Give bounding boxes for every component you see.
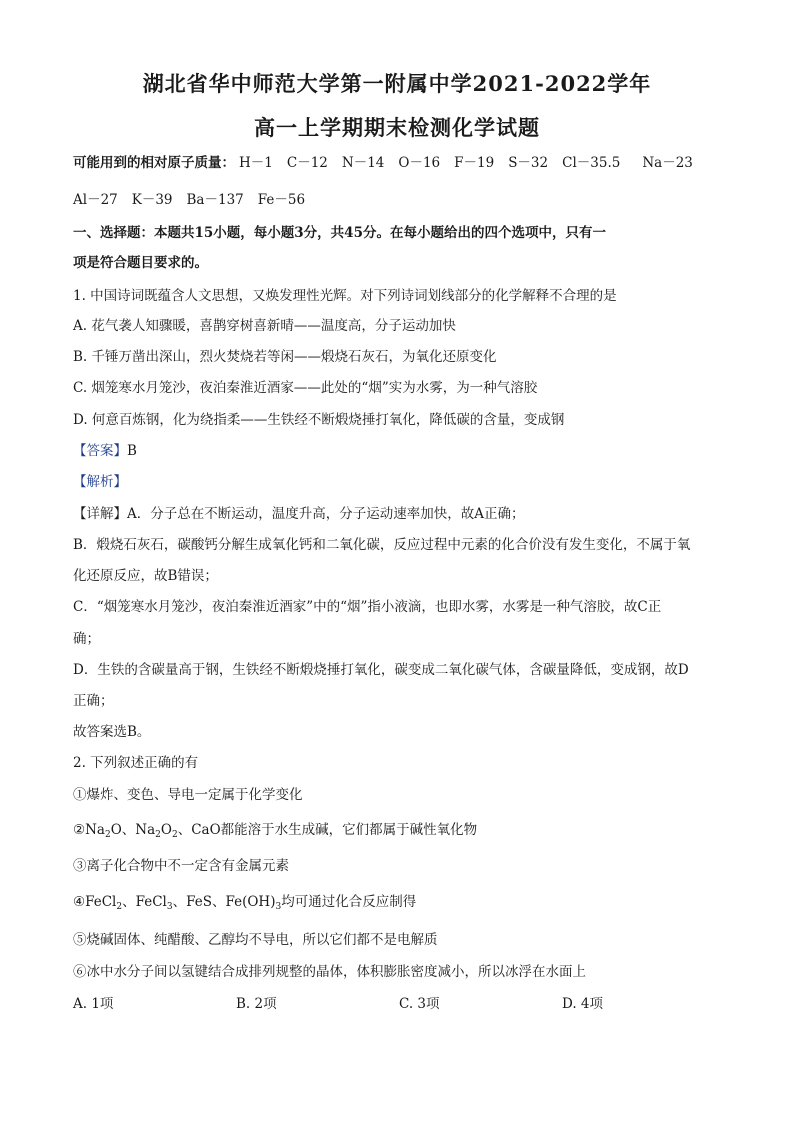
mass-cl: Cl－35.5 [562, 155, 621, 171]
mass-h: H－1 [239, 155, 273, 171]
formula-na2o2: $Na_2O_2$ [135, 822, 178, 840]
detail-a: A．分子总在不断运动，温度升高，分子运动速率加快，故A正确； [127, 506, 525, 522]
q1-option-b: B. 千锤万凿出深山，烈火焚烧若等闲——煅烧石灰石，为氧化还原变化 [73, 349, 497, 365]
s4-number: ④ [73, 894, 86, 910]
section-1-heading-line-2: 项是符合题目要求的。 [73, 255, 208, 271]
mass-fe: Fe－56 [257, 192, 306, 208]
mass-s: S－32 [508, 155, 549, 171]
title-line-1: 湖北省华中师范大学第一附属中学2021-2022学年 [142, 71, 652, 96]
q1-answer [73, 441, 137, 461]
q1-option-c: C. 烟笼寒水月笼沙，夜泊秦淮近酒家——此处的“烟”实为水雾，为一种气溶胶 [73, 380, 538, 396]
detail-tag: 【详解】 [73, 506, 127, 522]
mass-al: Al－27 [73, 192, 118, 208]
formula-na2o: $Na_2O$ [85, 822, 122, 840]
q1-option-d: D. 何意百炼钢，化为绕指柔——生铁经不断煅烧捶打氧化，降低碳的含量，变成钢 [73, 412, 565, 428]
mass-n: N－14 [341, 155, 385, 171]
mass-k: K－39 [131, 192, 173, 208]
formula-fecl3: FeCl$_3$ [135, 894, 173, 912]
analysis-tag: 【解析】 [73, 474, 127, 490]
q1-detail-line-1 [73, 504, 525, 524]
mass-c: C－12 [286, 155, 328, 171]
q1-detail-line-3: 化还原反应，故B错误； [73, 568, 218, 584]
q2-option-b: B. 2项 [236, 996, 277, 1012]
q1-stem: 1. 中国诗词既蕴含人文思想，又焕发理性光辉。对下列诗词划线部分的化学解释不合理的是 [73, 288, 617, 304]
q2-stem: 2. 下列叙述正确的有 [73, 755, 199, 771]
q2-options [73, 994, 603, 1014]
q2-option-d: D. 4项 [562, 996, 604, 1012]
q2-statement-5: ⑤烧碱固体、纯醋酸、乙醇均不导电，所以它们都不是电解质 [73, 932, 438, 948]
atomic-masses-label: 可能用到的相对原子质量： [73, 155, 235, 171]
atomic-masses-row-2 [73, 190, 319, 210]
answer-value: B [127, 443, 137, 459]
q2-option-c: C. 3项 [399, 996, 440, 1012]
q1-detail-line-5: 确； [73, 631, 100, 647]
q1-detail-line-8: 故答案选B。 [73, 724, 151, 740]
q2-option-a: A. 1项 [73, 996, 114, 1012]
mass-f: F－19 [454, 155, 495, 171]
mass-ba: Ba－137 [186, 192, 244, 208]
formula-fecl2: FeCl$_2$ [85, 894, 123, 912]
q1-detail-line-4: C．“烟笼寒水月笼沙，夜泊秦淮近酒家”中的“烟”指小液滴，也即水雾，水雾是一种气溶胶，故C正 [73, 599, 662, 615]
title-line-2: 高一上学期期末检测化学试题 [254, 115, 540, 140]
q2-statement-6: ⑥冰中水分子间以氢键结合成排列规整的晶体，体积膨胀密度减小，所以冰浮在水面上 [73, 964, 586, 980]
q2-statement-3: ③离子化合物中不一定含有金属元素 [73, 858, 289, 874]
q1-detail-line-6: D．生铁的含碳量高于钢，生铁经不断煅烧捶打氧化，碳变成二氧化碳气体，含碳量降低，变成钢，故D [73, 662, 689, 678]
q1-detail-line-7: 正确； [73, 693, 114, 709]
q1-option-a: A. 花气袭人知骤暖，喜鹊穿树喜新晴——温度高，分子运动加快 [73, 318, 456, 334]
q1-detail-line-2: B．煅烧石灰石，碳酸钙分解生成氧化钙和二氧化碳，反应过程中元素的化合价没有发生变化，不属于氧 [73, 537, 691, 553]
formula-feoh3: $Fe(OH)_3$ [225, 894, 282, 912]
mass-o: O－16 [398, 155, 441, 171]
mass-na: Na－23 [642, 155, 693, 171]
atomic-masses-row-1 [73, 153, 707, 173]
s2-number: ② [73, 822, 86, 838]
section-1-heading-line-1: 一、选择题：本题共15小题，每小题3分，共45分。在每小题给出的四个选项中，只有一 [73, 225, 606, 241]
q2-statement-1: ①爆炸、变色、导电一定属于化学变化 [73, 787, 303, 803]
q2-statement-2: $②Na_2O$、$Na_2O_2$、CaO都能溶于水生成碱，它们都属于碱性氧化物 [73, 822, 478, 840]
answer-tag: 【答案】 [73, 443, 127, 459]
q2-statement-4: ④FeCl$_2$、FeCl$_3$、FeS、$Fe(OH)_3$均可通过化合反应制得 [73, 894, 417, 912]
